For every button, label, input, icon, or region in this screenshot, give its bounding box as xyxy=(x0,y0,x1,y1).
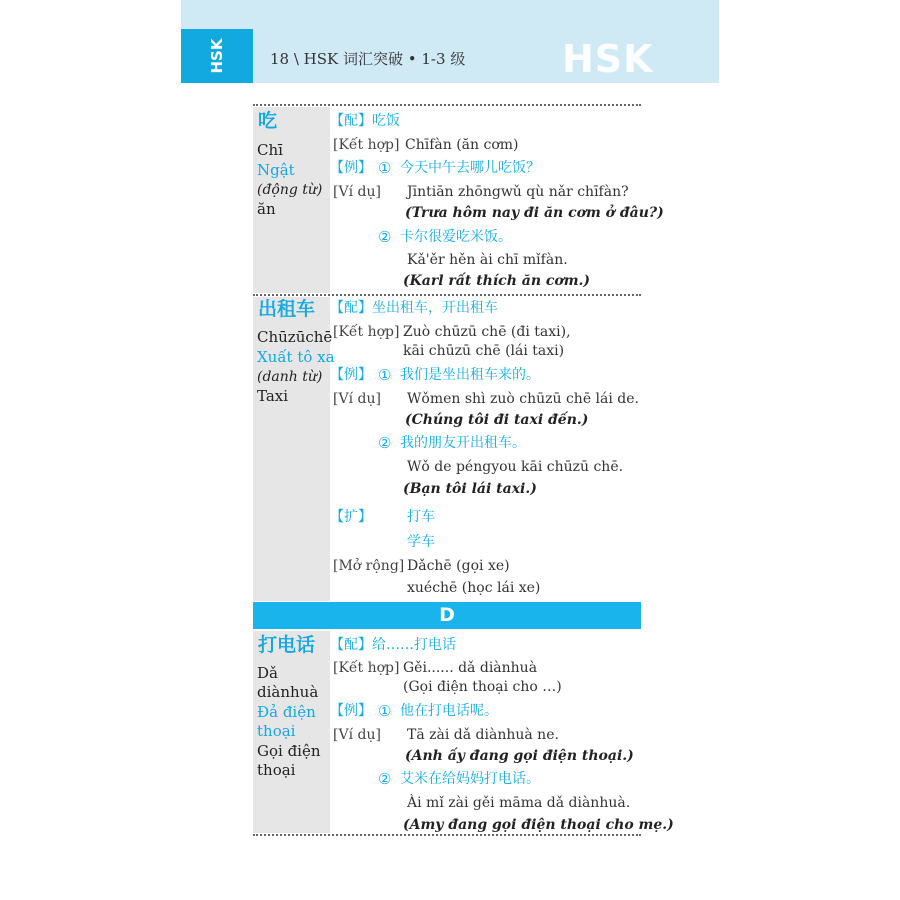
entry-divider xyxy=(253,834,641,836)
extension-pinyin: Dǎchē (gọi xe) xyxy=(407,558,510,574)
pei-tag: 【配】 xyxy=(330,637,372,653)
morong-label: [Mở rộng] xyxy=(333,558,405,574)
collocation-row xyxy=(330,635,456,654)
running-head: 18 \ HSK 词汇突破 • 1-3 级 xyxy=(270,50,466,68)
section-letter: D xyxy=(439,604,455,626)
hsk-brand-logo: HSK xyxy=(562,37,654,81)
collocation-row xyxy=(330,111,400,130)
collocation-zh: 坐出租车，开出租车 xyxy=(372,300,498,316)
sino-vietnamese-reading: Đả điện xyxy=(257,703,316,721)
example-translation: (Amy đang gọi điện thoại cho mẹ.) xyxy=(403,817,674,833)
vidu-label: [Ví dụ] xyxy=(333,727,381,743)
example-pinyin: Wǒ de péngyou kāi chūzū chē. xyxy=(407,459,624,475)
headword: 出租车 xyxy=(258,298,316,320)
meaning: thoại xyxy=(257,761,296,779)
collocation-pinyin: Zuò chūzū chē (đi taxi), xyxy=(403,324,571,340)
sino-vietnamese-reading: Xuất tô xa xyxy=(257,348,335,366)
headword: 吃 xyxy=(258,110,278,132)
li-tag: 【例】 xyxy=(330,367,372,383)
kuo-tag: 【扩】 xyxy=(330,509,372,525)
kethop-label: [Kết hợp] xyxy=(333,324,400,340)
headword-pinyin: Chūzūchē xyxy=(257,328,333,346)
collocation-zh: 吃饭 xyxy=(372,113,400,129)
example-number: ① xyxy=(378,702,392,720)
example-zh: 卡尔很爱吃米饭。 xyxy=(400,229,512,245)
collocation-row xyxy=(330,298,498,317)
tab-logo: HSK xyxy=(208,38,226,74)
example-zh: 今天中午去哪儿吃饭？ xyxy=(400,160,540,176)
sino-vietnamese-reading: Ngật xyxy=(257,161,295,179)
kethop-label: [Kết hợp] xyxy=(333,137,400,153)
example-translation: (Chúng tôi đi taxi đến.) xyxy=(405,412,589,428)
li-tag: 【例】 xyxy=(330,160,372,176)
headword: 打电话 xyxy=(258,634,316,656)
extension-zh: 学车 xyxy=(407,534,435,550)
headword-pinyin: Dǎ xyxy=(257,664,278,682)
sino-vietnamese-reading: thoại xyxy=(257,722,296,740)
kethop-label: [Kết hợp] xyxy=(333,660,400,676)
collocation-pinyin: kāi chūzū chē (lái taxi) xyxy=(403,343,565,359)
meaning: Gọi điện xyxy=(257,742,321,760)
example-translation: (Trưa hôm nay đi ăn cơm ở đâu?) xyxy=(405,205,664,221)
part-of-speech: (động từ) xyxy=(257,182,323,198)
collocation-pinyin: Chīfàn (ăn cơm) xyxy=(405,137,519,153)
entry-divider xyxy=(253,104,641,106)
example-pinyin: Jīntiān zhōngwǔ qù nǎr chīfàn? xyxy=(407,184,629,200)
collocation-pinyin: Gěi...... dǎ diànhuà xyxy=(403,660,538,676)
extension-pinyin: xuéchē (học lái xe) xyxy=(407,580,541,596)
example-zh: 我的朋友开出租车。 xyxy=(400,435,526,451)
example-translation: (Karl rất thích ăn cơm.) xyxy=(403,273,591,289)
example-translation: (Bạn tôi lái taxi.) xyxy=(403,481,537,497)
headword-pinyin: Chī xyxy=(257,141,283,159)
example-zh: 他在打电话呢。 xyxy=(400,703,498,719)
entry-divider xyxy=(253,294,641,296)
example-number: ② xyxy=(378,434,392,452)
extension-zh: 打车 xyxy=(407,509,435,525)
example-translation: (Anh ấy đang gọi điện thoại.) xyxy=(405,748,634,764)
hsk-side-tab xyxy=(181,29,253,83)
collocation-zh: 给……打电话 xyxy=(372,637,456,653)
part-of-speech: (danh từ) xyxy=(257,369,323,385)
meaning: ăn xyxy=(257,200,276,218)
example-zh: 艾米在给妈妈打电话。 xyxy=(400,771,540,787)
example-pinyin: Ài mǐ zài gěi māma dǎ diànhuà. xyxy=(407,795,631,811)
example-number: ① xyxy=(378,366,392,384)
example-pinyin: Wǒmen shì zuò chūzū chē lái de. xyxy=(407,391,640,407)
example-number: ② xyxy=(378,228,392,246)
meaning: Taxi xyxy=(257,387,289,405)
pei-tag: 【配】 xyxy=(330,300,372,316)
headword-pinyin: diànhuà xyxy=(257,683,319,701)
collocation-pinyin: (Gọi điện thoại cho …) xyxy=(403,679,562,695)
pei-tag: 【配】 xyxy=(330,113,372,129)
example-number: ① xyxy=(378,159,392,177)
vidu-label: [Ví dụ] xyxy=(333,184,381,200)
li-tag: 【例】 xyxy=(330,703,372,719)
example-zh: 我们是坐出租车来的。 xyxy=(400,367,540,383)
vidu-label: [Ví dụ] xyxy=(333,391,381,407)
example-number: ② xyxy=(378,770,392,788)
example-pinyin: Tā zài dǎ diànhuà ne. xyxy=(407,727,559,743)
example-pinyin: Kǎ'ěr hěn ài chī mǐfàn. xyxy=(407,252,568,268)
